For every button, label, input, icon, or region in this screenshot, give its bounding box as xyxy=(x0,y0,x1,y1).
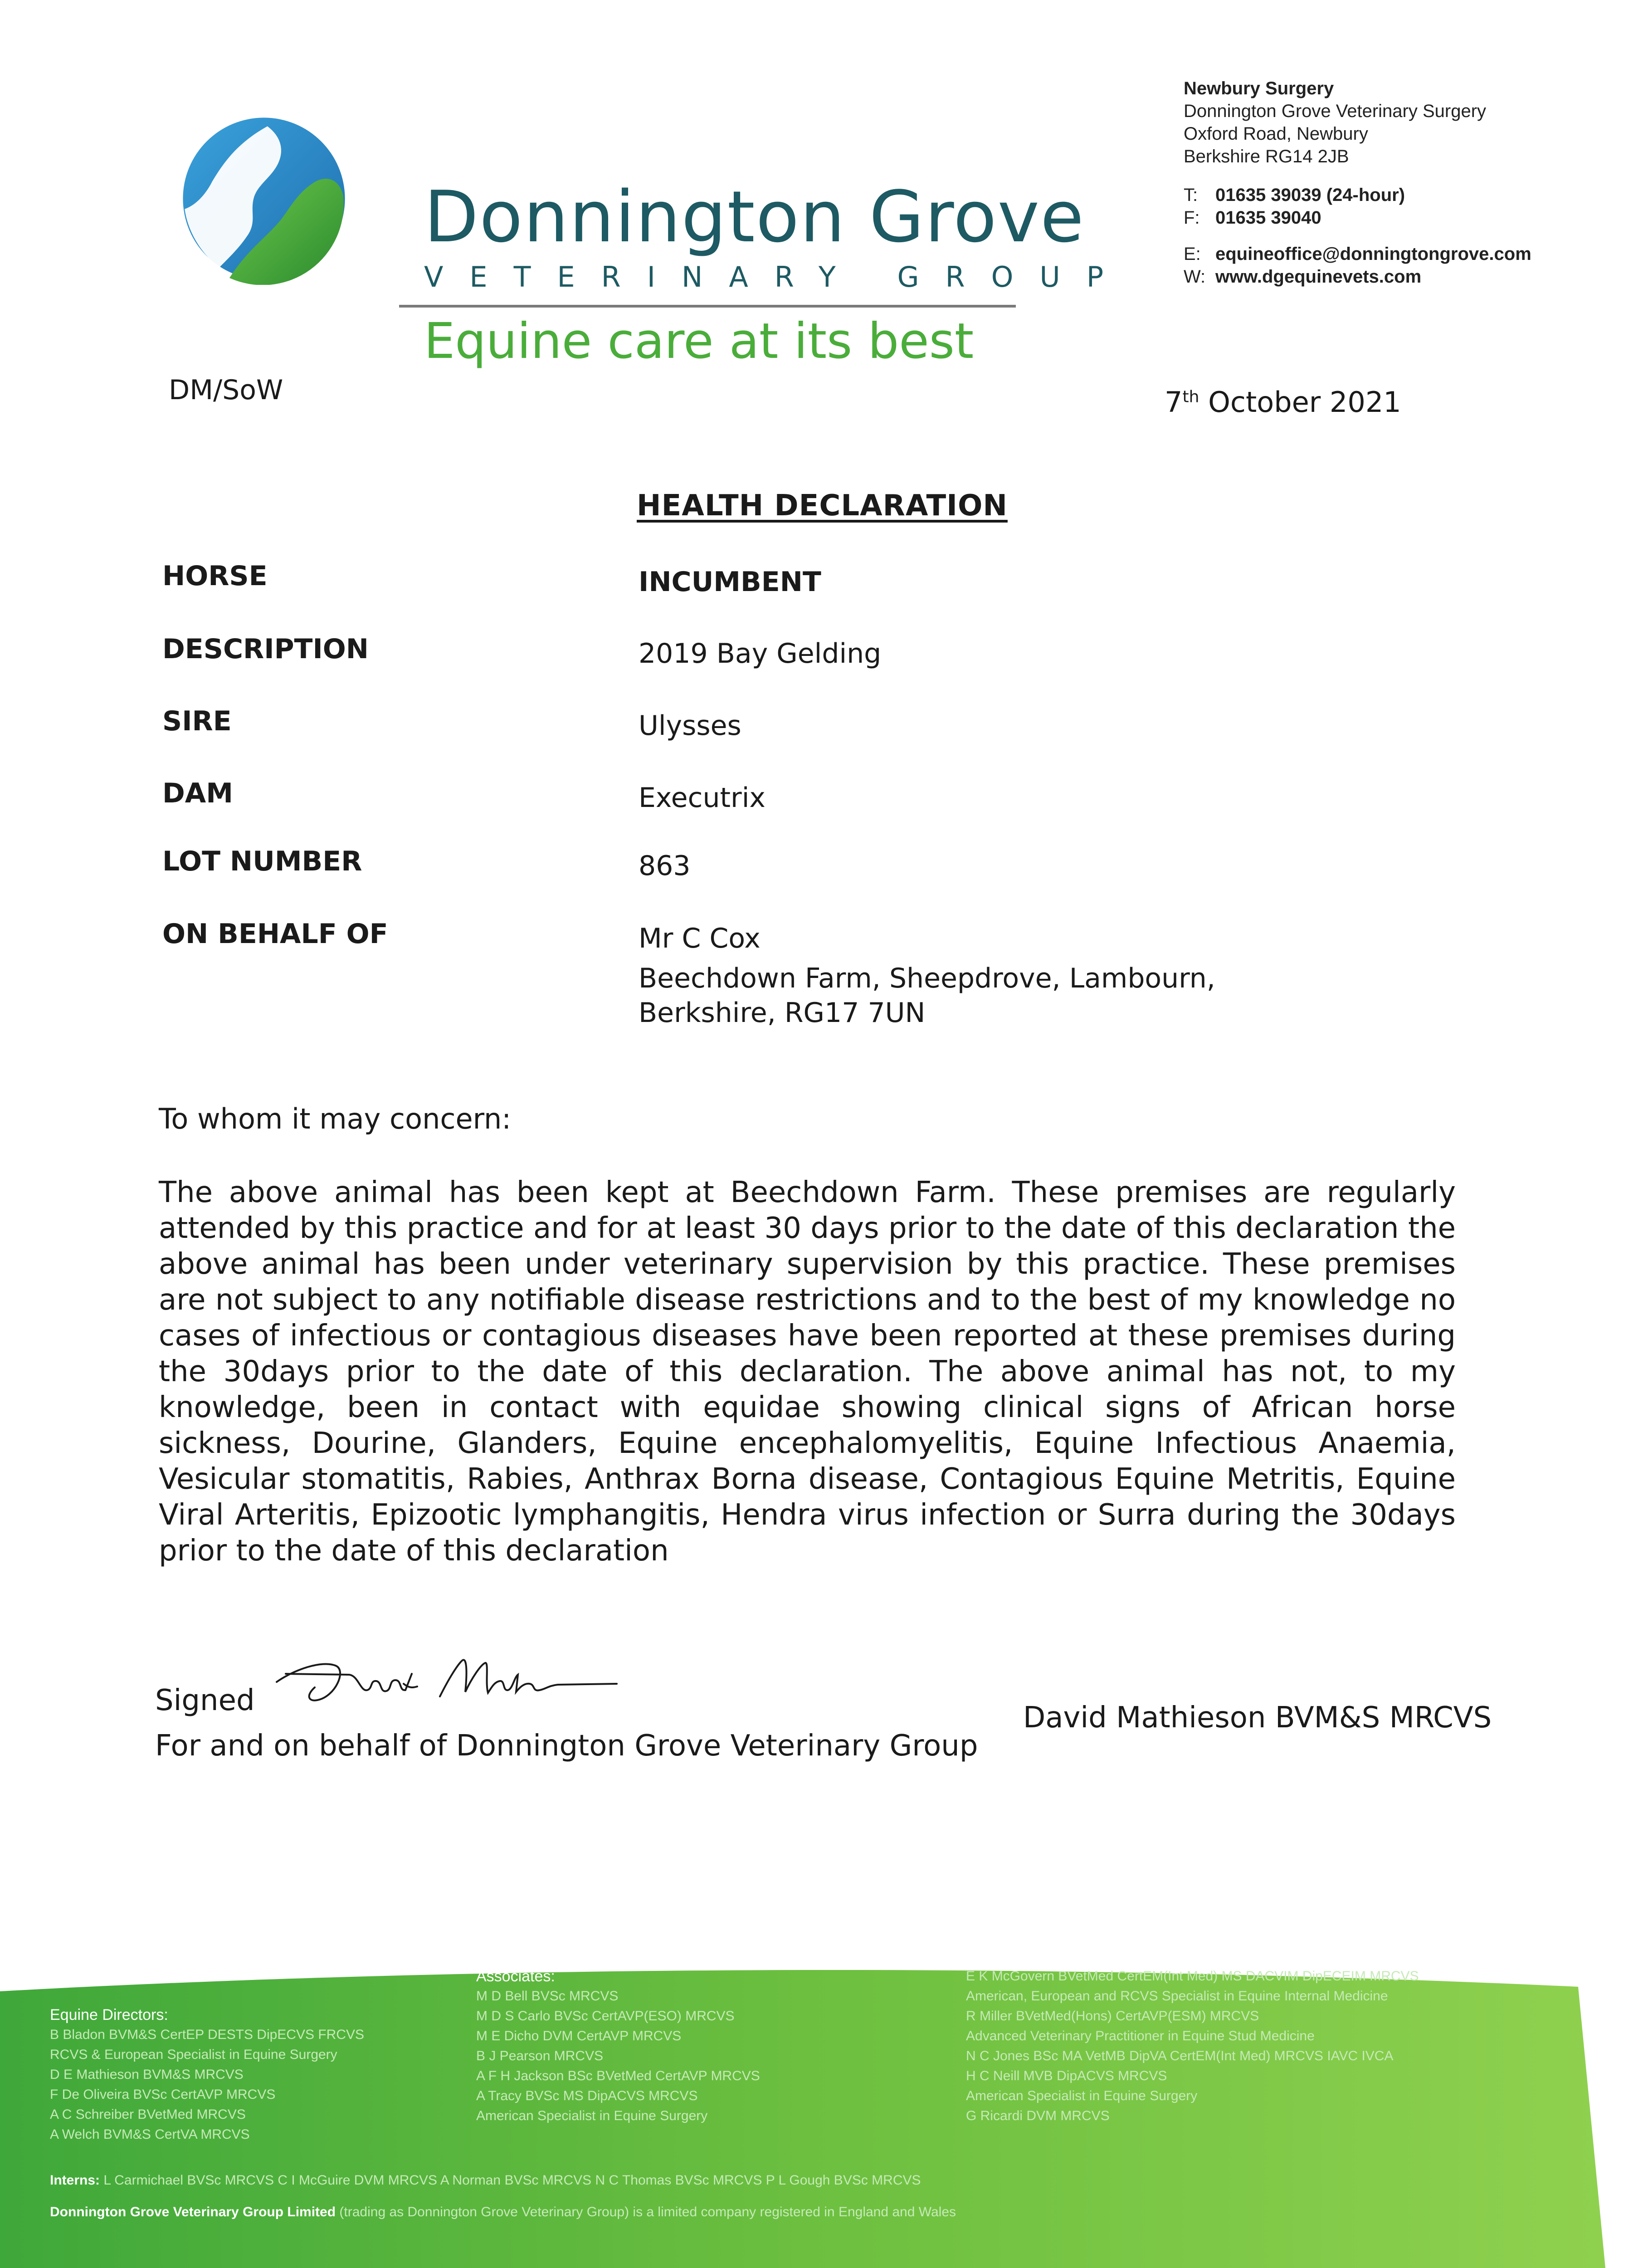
declaration-body: The above animal has been kept at Beechdown Farm. These premises are regularly attended by this practice and for at least 30 days prior to the date of this declaration the above animal has been under veterinary supervision by this practice. These premises are not subject to any notifiable disease restrictions and to the best of my knowledge no cases of infectious or contagious diseases have been reported at these premises during the 30days prior to the date of this declaration. The above animal has not, to my knowledge, been in contact with equidae showing clinical signs of African horse sickness, Dourine, Glanders, Equine encephalomyelitis, Equine Infectious Anaemia, Vesicular stomatitis, Rabies, Anthrax Borna disease, Contagious Equine Metritis, Equine Viral Arteritis, Epizootic lymphangitis, Hendra virus infection or Surra during the 30days prior to the date of this declaration xyxy=(159,1176,1456,1568)
contact-website[interactable]: W: www.dgequinevets.com xyxy=(1184,267,1422,287)
contact-fax: F: 01635 39040 xyxy=(1184,208,1321,228)
field-value-lot-number: 863 xyxy=(639,850,691,882)
contact-telephone: T: 01635 39039 (24-hour) xyxy=(1184,185,1405,205)
footer-interns: Interns: L Carmichael BVSc MRCVS C I McGuire DVM MRCVS A Norman BVSc MRCVS N C Thomas BVSc MRCVS P L Gough BVSc MRCVS xyxy=(50,2173,921,2188)
brand-subtitle: VETERINARY GROUP xyxy=(424,260,1130,293)
footer-company: Donnington Grove Veterinary Group Limited (trading as Donnington Grove Veterinary Group) is a limited company registered in England and Wales xyxy=(50,2204,956,2219)
letter-date: 7th October 2021 xyxy=(1165,386,1401,419)
surgery-name: Newbury Surgery xyxy=(1184,78,1334,98)
field-label-on-behalf-of: ON BEHALF OF xyxy=(162,918,388,950)
field-label-lot-number: LOT NUMBER xyxy=(162,846,362,877)
signed-label: Signed xyxy=(155,1684,255,1717)
field-value-horse: INCUMBENT xyxy=(639,566,821,598)
address-line: Oxford Road, Newbury xyxy=(1184,124,1368,144)
signer-name: David Mathieson BVM&S MRCVS xyxy=(1023,1701,1492,1735)
footer-directors: Equine Directors: B Bladon BVM&S CertEP DESTS DipECVS FRCVS RCVS & European Specialist in Equine Surgery D E Mathieson BVM&S MRCVS F De Oliveira BVSc CertAVP MRCVS A C Schreiber BVetMed MRCVS A Welch BVM&S CertVA MRCVS xyxy=(50,2006,365,2142)
footer-associates: Associates: M D Bell BVSc MRCVS M D S Carlo BVSc CertAVP(ESO) MRCVS M E Dicho DVM CertAVP MRCVS B J Pearson MRCVS A F H Jackson BSc BVetMed CertAVP MRCVS A Tracy BVSc MS DipACVS MRCVS American Specialist in Equine Surgery xyxy=(476,1968,760,2123)
brand-divider xyxy=(399,305,1016,308)
address-line: Donnington Grove Veterinary Surgery xyxy=(1184,101,1487,121)
field-label-dam: DAM xyxy=(162,777,233,809)
handwritten-signature xyxy=(268,1642,621,1715)
contact-email[interactable]: E: equineoffice@donningtongrove.com xyxy=(1184,244,1531,264)
brand-name: Donnington Grove xyxy=(424,176,1085,258)
field-label-horse: HORSE xyxy=(162,560,268,592)
contact-details xyxy=(1184,184,1531,288)
address-line: Berkshire RG14 2JB xyxy=(1184,147,1349,166)
owner-address-line: Berkshire, RG17 7UN xyxy=(639,997,926,1029)
surgery-address xyxy=(1184,77,1486,168)
tagline: Equine care at its best xyxy=(424,313,974,370)
page-title: HEALTH DECLARATION xyxy=(637,489,1008,523)
brand-block xyxy=(424,176,1130,293)
on-behalf-statement: For and on behalf of Donnington Grove Veterinary Group xyxy=(155,1729,978,1763)
field-value-dam: Executrix xyxy=(639,782,765,814)
field-label-description: DESCRIPTION xyxy=(162,633,369,665)
footer-specialists: E K McGovern BVetMed CertEM(Int Med) MS DACVIM DipECEIM MRCVS American, European and RCVS Specialist in Equine Internal Medicine R Miller BVetMed(Hons) CertAVP(ESM) MRCVS Advanced Veterinary Practitioner in Equine Stud Medicine N C Jones BSc MA VetMB DipVA CertEM(Int Med) MRCVS IAVC IVCA H C Neill MVB DipACVS MRCVS American Specialist in Equine Surgery G Ricardi DVM MRCVS xyxy=(966,1969,1419,2123)
field-value-owner: Mr C Cox xyxy=(639,923,761,954)
reference: DM/SoW xyxy=(169,374,283,406)
salutation: To whom it may concern: xyxy=(159,1102,512,1135)
field-label-sire: SIRE xyxy=(162,705,232,737)
field-value-description: 2019 Bay Gelding xyxy=(639,638,882,670)
owner-address-line: Beechdown Farm, Sheepdrove, Lambourn, xyxy=(639,963,1215,994)
field-value-sire: Ulysses xyxy=(639,710,741,742)
logo-horse-head-icon xyxy=(178,112,350,285)
